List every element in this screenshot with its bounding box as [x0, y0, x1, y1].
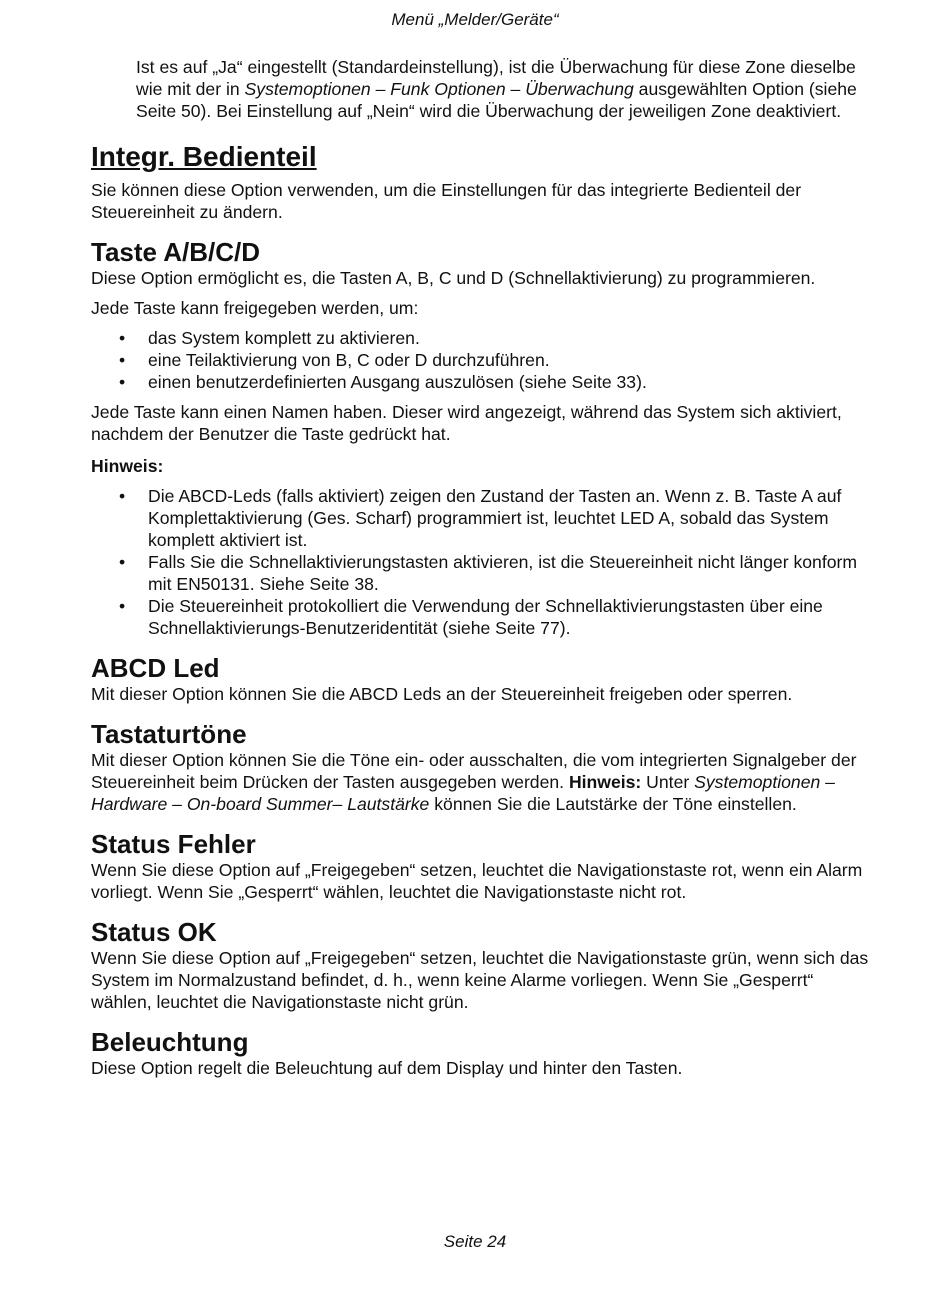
intro-paragraph — [136, 56, 871, 122]
list-item-text: Die ABCD-Leds (falls aktiviert) zeigen den Zustand der Tasten an. Wenn z. B. Taste A auf Komplettaktivierung (Ges. Scharf) programmiert ist, leuchtet LED A, sobald das System komplett aktiviert ist. — [148, 486, 842, 550]
list-item — [91, 595, 871, 639]
bullet-icon: • — [119, 372, 126, 392]
toene-menu-path: Systemoptionen – Hardware – On-board Summer– Lautstärke — [91, 772, 835, 814]
list-item — [91, 371, 871, 393]
fehler-paragraph: Wenn Sie diese Option auf „Freigegeben“ setzen, leuchtet die Navigationstaste rot, wenn ein Alarm vorliegt. Wenn Sie „Gesperrt“ wählen, leuchtet die Navigationstaste nicht rot. — [91, 860, 863, 902]
toene-paragraph — [91, 749, 871, 815]
intro-menu-path: Systemoptionen – Funk Optionen – Überwachung — [244, 79, 634, 99]
page-content — [91, 56, 871, 1079]
section-title-tastaturtoene: Tastaturtöne — [91, 719, 247, 749]
list-item-text: eine Teilaktivierung von B, C oder D durchzuführen. — [148, 350, 550, 370]
taste-paragraph-2: Jede Taste kann freigegeben werden, um: — [91, 298, 419, 318]
bullet-icon: • — [119, 350, 126, 370]
running-header: Menü „Melder/Geräte“ — [391, 10, 559, 29]
section-title-taste: Taste A/B/C/D — [91, 237, 261, 267]
taste-paragraph-3: Jede Taste kann einen Namen haben. Dieser wird angezeigt, während das System sich aktiviert, nachdem der Benutzer die Taste gedrückt hat. — [91, 402, 842, 444]
note-label: Hinweis: — [91, 456, 164, 476]
taste-bullet-list — [91, 327, 871, 393]
list-item — [91, 349, 871, 371]
list-item-text: einen benutzerdefinierten Ausgang auszulösen (siehe Seite 33). — [148, 372, 647, 392]
beleuchtung-paragraph: Diese Option regelt die Beleuchtung auf dem Display und hinter den Tasten. — [91, 1058, 683, 1078]
section-title-abcd-led: ABCD Led — [91, 653, 220, 683]
list-item — [91, 327, 871, 349]
list-item-text: das System komplett zu aktivieren. — [148, 328, 420, 348]
bullet-icon: • — [119, 486, 126, 506]
intro-text-1: Ist es auf „Ja“ eingestellt (Standardeinstellung), ist die Überwachung für diese Zone dieselbe wie mit der in — [136, 57, 856, 99]
bullet-icon: • — [119, 552, 126, 572]
section-title-status-fehler: Status Fehler — [91, 829, 256, 859]
bullet-icon: • — [119, 596, 126, 616]
toene-text-3: können Sie die Lautstärke der Töne einstellen. — [429, 794, 797, 814]
toene-text-1: Mit dieser Option können Sie die Töne ein- oder ausschalten, die vom integrierten Signalgeber der Steuereinheit beim Drücken der Tasten ausgegeben werden. — [91, 750, 857, 792]
taste-paragraph-1: Diese Option ermöglicht es, die Tasten A, B, C und D (Schnellaktivierung) zu programmieren. — [91, 268, 816, 288]
abcd-paragraph: Mit dieser Option können Sie die ABCD Leds an der Steuereinheit freigeben oder sperren. — [91, 684, 793, 704]
section-title-status-ok: Status OK — [91, 917, 217, 947]
toene-text-2: Unter — [641, 772, 695, 792]
section-title-beleuchtung: Beleuchtung — [91, 1027, 249, 1057]
intro-text-2: ausgewählten Option (siehe Seite 50). Bei Einstellung auf „Nein“ wird die Überwachung der jeweiligen Zone deaktiviert. — [136, 79, 857, 121]
note-bullet-list — [91, 485, 871, 639]
list-item-text: Falls Sie die Schnellaktivierungstasten aktivieren, ist die Steuereinheit nicht länger konform mit EN50131. Siehe Seite 38. — [148, 552, 858, 594]
list-item — [91, 485, 871, 551]
integr-paragraph: Sie können diese Option verwenden, um die Einstellungen für das integrierte Bedienteil der Steuereinheit zu ändern. — [91, 180, 802, 222]
section-title-integr-bedienteil: Integr. Bedienteil — [91, 141, 317, 172]
ok-paragraph: Wenn Sie diese Option auf „Freigegeben“ setzen, leuchtet die Navigationstaste grün, wenn sich das System im Normalzustand befindet, d. h., wenn keine Alarme vorliegen. Wenn Sie „Gesperrt“ wählen, leuchtet die Navigationstaste nicht grün. — [91, 948, 869, 1012]
bullet-icon: • — [119, 328, 126, 348]
page-number: Seite 24 — [443, 1232, 507, 1251]
list-item — [91, 551, 871, 595]
list-item-text: Die Steuereinheit protokolliert die Verwendung der Schnellaktivierungstasten über eine Schnellaktivierungs-Benutzeridentität (siehe Seite 77). — [148, 596, 823, 638]
toene-note-label: Hinweis: — [568, 772, 642, 792]
